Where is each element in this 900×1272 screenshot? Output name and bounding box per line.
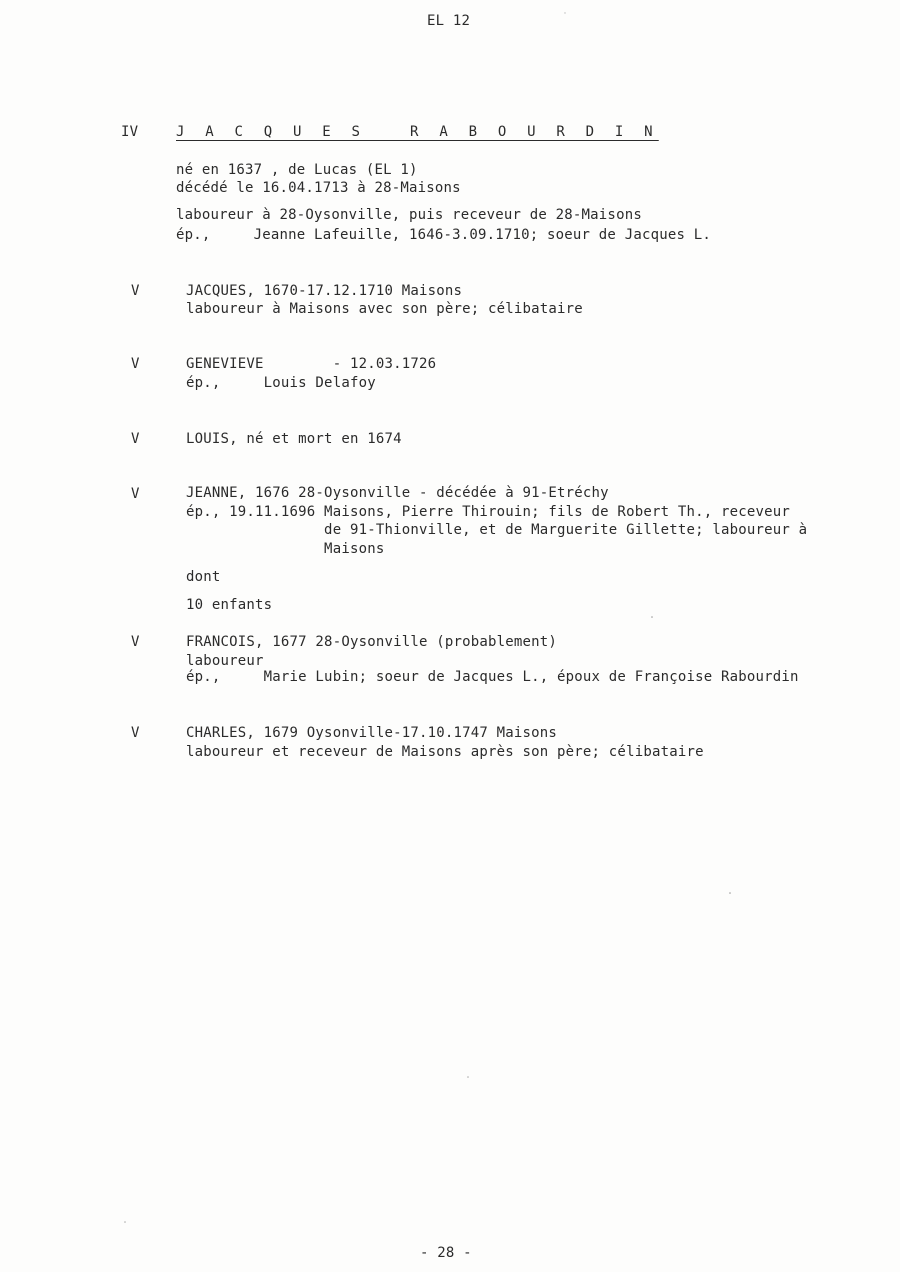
child-entry-line: ép., Marie Lubin; soeur de Jacques L., époux de Françoise Rabourdin <box>186 669 799 685</box>
child-entry-line: ép., Louis Delafoy <box>186 375 376 391</box>
child-entry-line: LOUIS, né et mort en 1674 <box>186 431 402 447</box>
child-entry-line: de 91-Thionville, et de Marguerite Gillette; laboureur à <box>186 522 808 538</box>
generation-label: IV <box>121 124 139 140</box>
child-entry-line: Maisons <box>186 541 385 557</box>
birth-line: né en 1637 , de Lucas (EL 1) <box>176 162 418 178</box>
child-entry-line: CHARLES, 1679 Oysonville-17.10.1747 Maisons <box>186 725 558 741</box>
child-generation-label: V <box>131 283 140 299</box>
spouse-line: ép., Jeanne Lafeuille, 1646-3.09.1710; soeur de Jacques L. <box>176 227 711 243</box>
child-entry-line: GENEVIEVE - 12.03.1726 <box>186 356 437 372</box>
child-entry-line: laboureur <box>186 653 264 669</box>
child-entry-line: dont <box>186 569 221 585</box>
child-entry-line: JACQUES, 1670-17.12.1710 Maisons <box>186 283 463 299</box>
document-code: EL 12 <box>427 13 471 29</box>
child-entry-line: 10 enfants <box>186 597 273 613</box>
child-generation-label: V <box>131 634 140 650</box>
child-entry-line: JEANNE, 1676 28-Oysonville - décédée à 91-Etréchy <box>186 485 609 501</box>
child-generation-label: V <box>131 431 140 447</box>
person-name-heading: J A C Q U E S R A B O U R D I N <box>176 124 659 140</box>
child-generation-label: V <box>131 725 140 741</box>
child-entry-line: FRANCOIS, 1677 28-Oysonville (probablement) <box>186 634 558 650</box>
child-entry-line: laboureur et receveur de Maisons après son père; célibataire <box>186 744 704 760</box>
occupation-line: laboureur à 28-Oysonville, puis receveur de 28-Maisons <box>176 207 642 223</box>
death-line: décédé le 16.04.1713 à 28-Maisons <box>176 180 461 196</box>
page-number: - 28 - <box>420 1245 472 1261</box>
child-entry-line: ép., 19.11.1696 Maisons, Pierre Thirouin; fils de Robert Th., receveur <box>186 504 791 520</box>
child-generation-label: V <box>131 356 140 372</box>
child-entry-line: laboureur à Maisons avec son père; célibataire <box>186 301 583 317</box>
child-generation-label: V <box>131 486 140 502</box>
